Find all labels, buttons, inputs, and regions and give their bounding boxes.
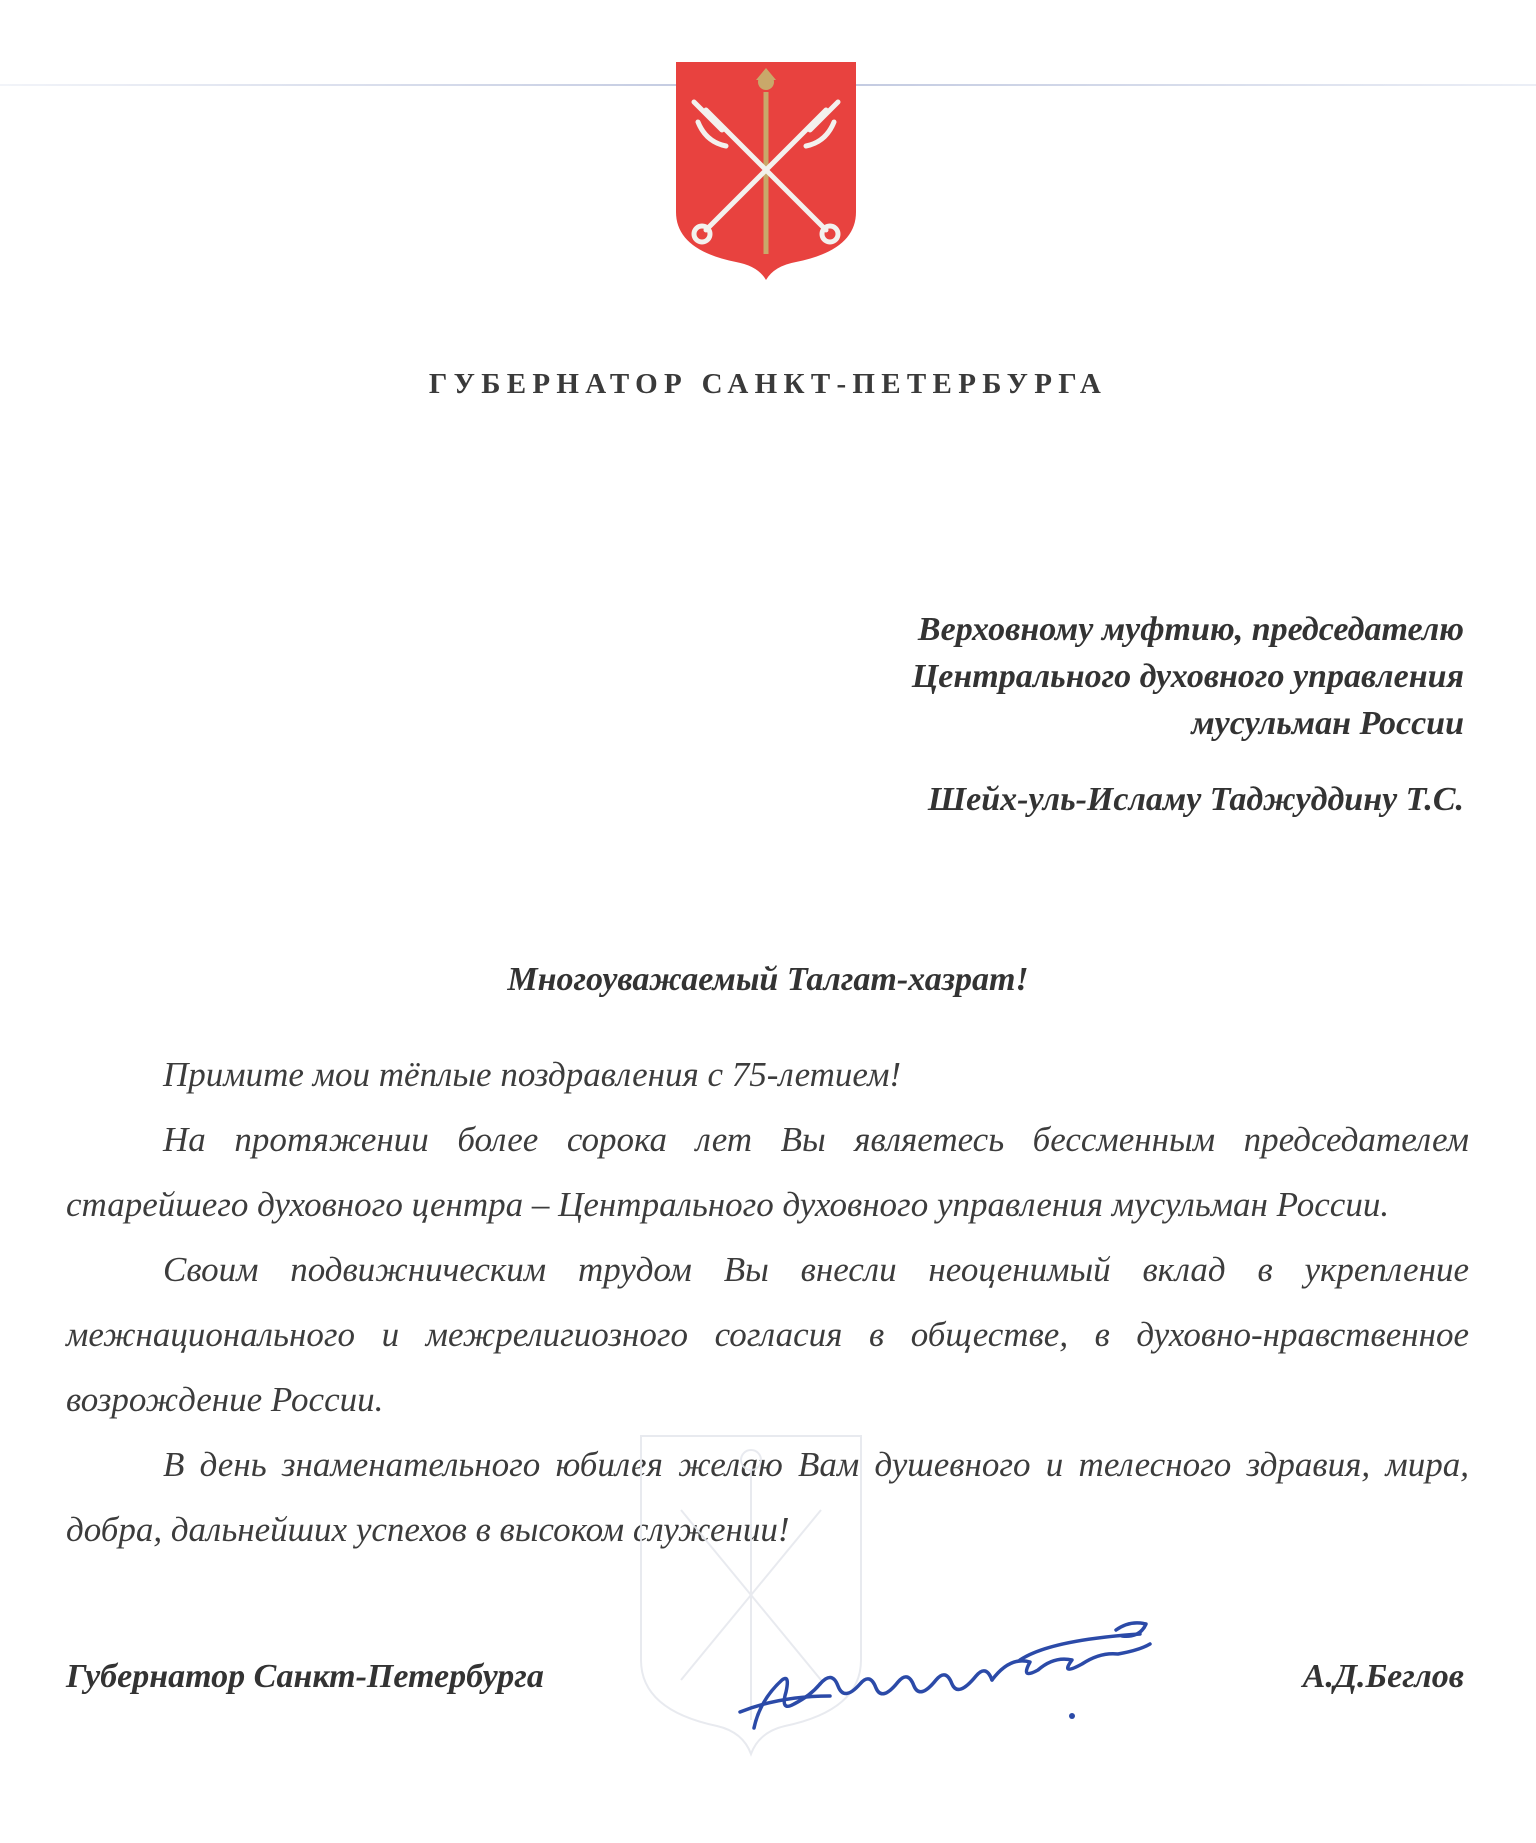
body-paragraph: Своим подвижническим трудом Вы внесли неоценимый вклад в укрепление межнационального и межрелигиозного согласия в обществе, в духовно-нравственное возрождение России.: [66, 1250, 1469, 1419]
body-paragraph: На протяжении более сорока лет Вы являетесь бессменным председателем старейшего духовного центра – Центрального духовного управления мусульман России.: [66, 1120, 1469, 1224]
addressee-line: Центрального духовного управления: [911, 658, 1464, 695]
addressee-name: Шейх-уль-Исламу Таджуддину Т.С.: [927, 781, 1464, 818]
body-paragraph: В день знаменательного юбилея желаю Вам душевного и телесного здравия, мира, добра, дальнейших успехов в высоком служении!: [66, 1445, 1469, 1549]
body-paragraph: Примите мои тёплые поздравления с 75-летием!: [163, 1055, 902, 1094]
coat-of-arms-icon: [676, 62, 856, 280]
addressee-block: [912, 606, 1464, 823]
addressee-line: мусульман России: [1191, 705, 1464, 742]
signatory-title: Губернатор Санкт-Петербурга: [66, 1658, 544, 1695]
handwritten-signature-icon: [720, 1600, 1240, 1750]
letterhead-title: ГУБЕРНАТОР САНКТ-ПЕТЕРБУРГА: [428, 368, 1108, 400]
salutation: Многоуважаемый Талгат-хазрат!: [507, 961, 1029, 998]
signatory-name: А.Д.Беглов: [1302, 1658, 1464, 1695]
addressee-line: Верховному муфтию, председателю: [917, 611, 1464, 648]
